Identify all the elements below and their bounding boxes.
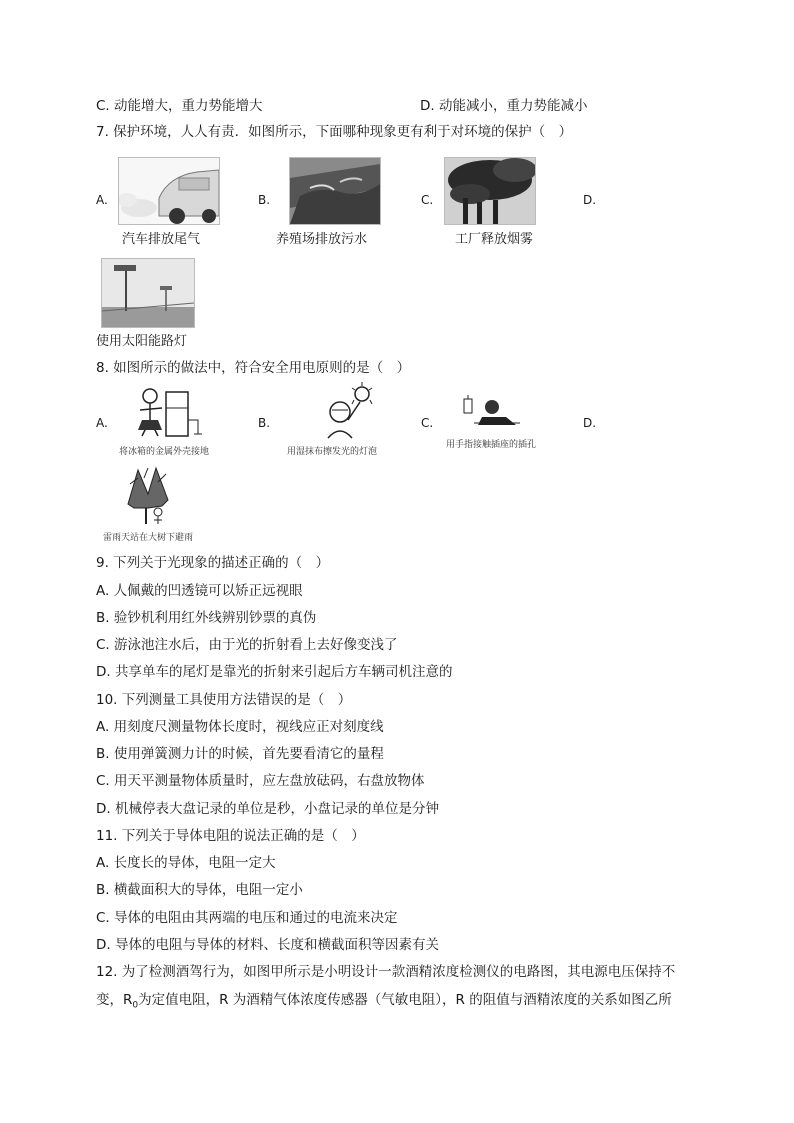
q7-caption-a: 汽车排放尾气 [122, 232, 201, 247]
q8-letter-b: B. [258, 416, 271, 430]
q8-caption-c: 用手指接触插座的插孔 [446, 440, 537, 450]
q7-solar-streetlight-image [101, 258, 195, 328]
q9-option-b: B. 验钞机利用红外线辨别钞票的真伪 [96, 610, 317, 626]
q8-stem: 8. 如图所示的做法中，符合安全用电原则的是（ ） [96, 360, 411, 376]
q7-letter-d: D. [583, 193, 597, 207]
q8-tree-lightning-sketch [118, 464, 178, 526]
q7-stem: 7. 保护环境，人人有责．如图所示，下面哪种现象更有利于对环境的保护（ ） [96, 124, 573, 140]
q12-r0-subscript: 0 [132, 1000, 139, 1011]
q9-stem: 9. 下列关于光现象的描述正确的（ ） [96, 555, 330, 571]
q7-farm-sewage-image [289, 157, 381, 225]
sewage-illustration [290, 158, 380, 224]
q10-option-a: A. 用刻度尺测量物体长度时，视线应正对刻度线 [96, 719, 384, 735]
q12-line2-end: 为定值电阻，R 为酒精气体浓度传感器（气敏电阻），R 的阻值与酒精浓度的关系如图乙所 [138, 992, 672, 1008]
q12-line1: 12. 为了检测酒驾行为，如图甲所示是小明设计一款酒精浓度检测仪的电路图，其电源电压保持不 [96, 964, 676, 980]
q7-letter-b: B. [258, 193, 271, 207]
q11-option-c: C. 导体的电阻由其两端的电压和通过的电流来决定 [96, 910, 398, 926]
q10-stem: 10. 下列测量工具使用方法错误的是（ ） [96, 692, 352, 708]
q11-stem: 11. 下列关于导体电阻的说法正确的是（ ） [96, 828, 365, 844]
factory-smoke-illustration [445, 158, 535, 224]
q9-option-d: D. 共享单车的尾灯是靠光的折射来引起后方车辆司机注意的 [96, 664, 453, 680]
q12-line2-start: 变，R [96, 992, 133, 1008]
q9-option-a: A. 人佩戴的凹透镜可以矫正远视眼 [96, 583, 303, 599]
q8-letter-a: A. [96, 416, 108, 430]
q7-caption-d: 使用太阳能路灯 [96, 334, 188, 349]
q10-option-c: C. 用天平测量物体质量时，应左盘放砝码，右盘放物体 [96, 773, 425, 789]
q7-factory-smoke-image [444, 157, 536, 225]
q6-option-c: C. 动能增大，重力势能增大 [96, 98, 263, 114]
q11-option-b: B. 横截面积大的导体，电阻一定小 [96, 882, 303, 898]
q9-option-c: C. 游泳池注水后，由于光的折射看上去好像变浅了 [96, 637, 398, 653]
q7-letter-a: A. [96, 193, 108, 207]
q10-option-d: D. 机械停表大盘记录的单位是秒，小盘记录的单位是分钟 [96, 801, 439, 817]
q7-letter-c: C. [421, 193, 434, 207]
q11-option-d: D. 导体的电阻与导体的材料、长度和横截面积等因素有关 [96, 937, 439, 953]
q8-fridge-grounding-sketch [128, 386, 208, 442]
q8-caption-a: 将冰箱的金属外壳接地 [119, 447, 210, 457]
q12-line2 [96, 991, 672, 1015]
q8-letter-c: C. [421, 416, 434, 430]
q7-caption-b: 养殖场排放污水 [276, 232, 368, 247]
q8-letter-d: D. [583, 416, 597, 430]
q8-finger-socket-sketch [462, 395, 522, 433]
q7-caption-c: 工厂释放烟雾 [455, 232, 534, 247]
q8-wet-cloth-bulb-sketch [318, 380, 382, 440]
q8-caption-b: 用湿抹布擦发光的灯泡 [287, 447, 378, 457]
q8-caption-d: 雷雨天站在大树下避雨 [103, 533, 194, 543]
q6-option-d: D. 动能减小，重力势能减小 [420, 98, 588, 114]
solar-streetlight-illustration [102, 259, 194, 327]
car-exhaust-illustration [119, 158, 219, 224]
q11-option-a: A. 长度长的导体，电阻一定大 [96, 855, 276, 871]
q7-car-exhaust-image [118, 157, 220, 225]
q10-option-b: B. 使用弹簧测力计的时候，首先要看清它的量程 [96, 746, 384, 762]
